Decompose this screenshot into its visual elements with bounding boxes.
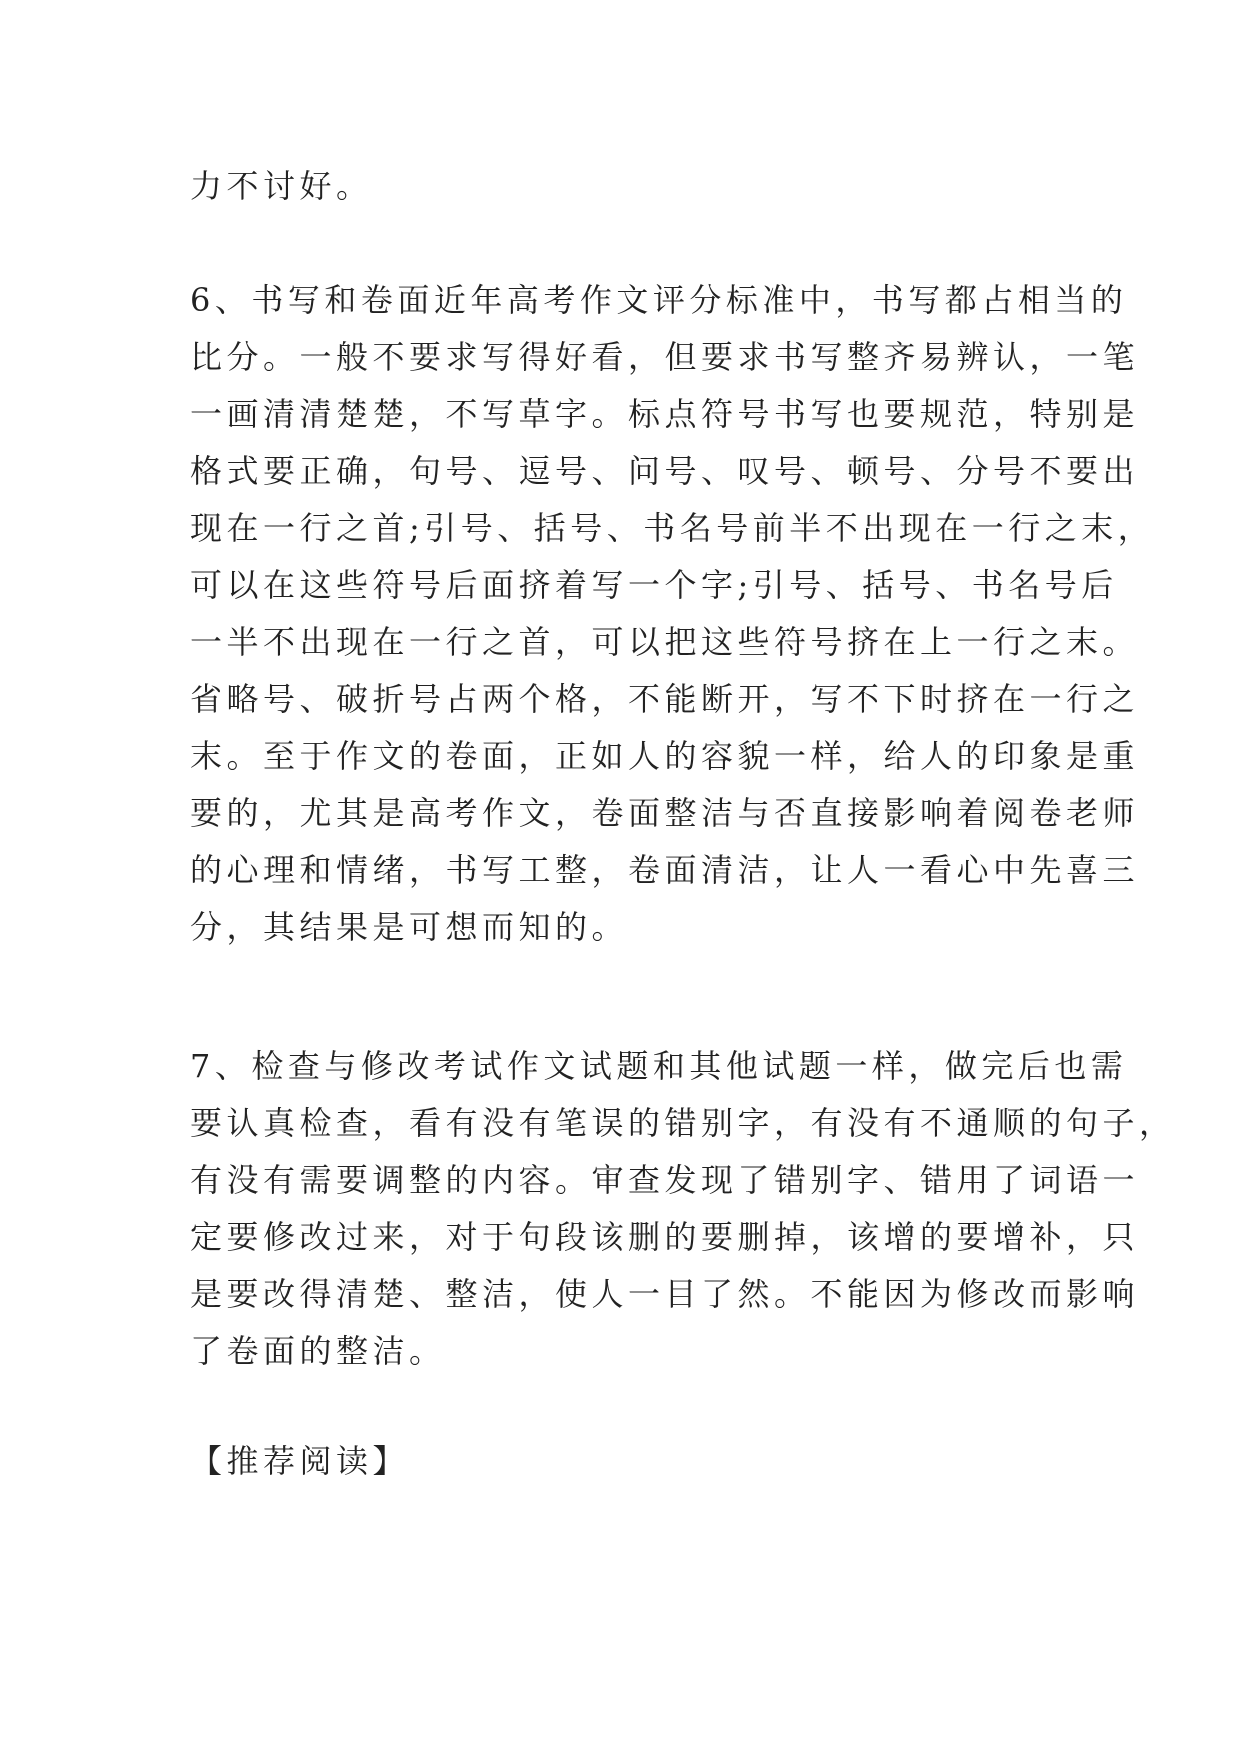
text-line: 【推荐阅读】 (190, 1442, 410, 1480)
text-line: 分，其结果是可想而知的。 (190, 908, 629, 946)
recommended-reading-heading (190, 1433, 1070, 1490)
text-line: 有没有需要调整的内容。审查发现了错别字、错用了词语一 (190, 1161, 1140, 1199)
text-line: 一半不出现在一行之首，可以把这些符号挤在上一行之末。 (190, 623, 1140, 661)
text-line: 格式要正确，句号、逗号、问号、叹号、顿号、分号不要出 (190, 452, 1140, 490)
text-line: 比分。一般不要求写得好看，但要求书写整齐易辨认，一笔 (190, 338, 1140, 376)
text-line: 要认真检查，看有没有笔误的错别字，有没有不通顺的句子， (190, 1104, 1176, 1142)
text-line: 6、书写和卷面近年高考作文评分标准中，书写都占相当的 (190, 281, 1128, 319)
text-line: 现在一行之首;引号、括号、书名号前半不出现在一行之末， (190, 509, 1155, 547)
text-line: 要的，尤其是高考作文，卷面整洁与否直接影响着阅卷老师 (190, 794, 1140, 832)
text-line: 7、检查与修改考试作文试题和其他试题一样，做完后也需 (190, 1047, 1128, 1085)
text-line: 力不讨好。 (190, 167, 373, 205)
text-line: 末。至于作文的卷面，正如人的容貌一样，给人的印象是重 (190, 737, 1140, 775)
paragraph-writing-and-layout (190, 272, 1155, 956)
paragraph-continuation (190, 158, 1070, 215)
text-line: 定要修改过来，对于句段该删的要删掉，该增的要增补，只 (190, 1218, 1140, 1256)
text-line: 可以在这些符号后面挤着写一个字;引号、括号、书名号后 (190, 566, 1118, 604)
text-line: 是要改得清楚、整洁，使人一目了然。不能因为修改而影响 (190, 1275, 1140, 1313)
text-line: 一画清清楚楚，不写草字。标点符号书写也要规范，特别是 (190, 395, 1140, 433)
paragraph-check-and-revise (190, 1038, 1176, 1380)
text-line: 了卷面的整洁。 (190, 1332, 446, 1370)
text-line: 省略号、破折号占两个格，不能断开，写不下时挤在一行之 (190, 680, 1140, 718)
text-line: 的心理和情绪，书写工整，卷面清洁，让人一看心中先喜三 (190, 851, 1140, 889)
